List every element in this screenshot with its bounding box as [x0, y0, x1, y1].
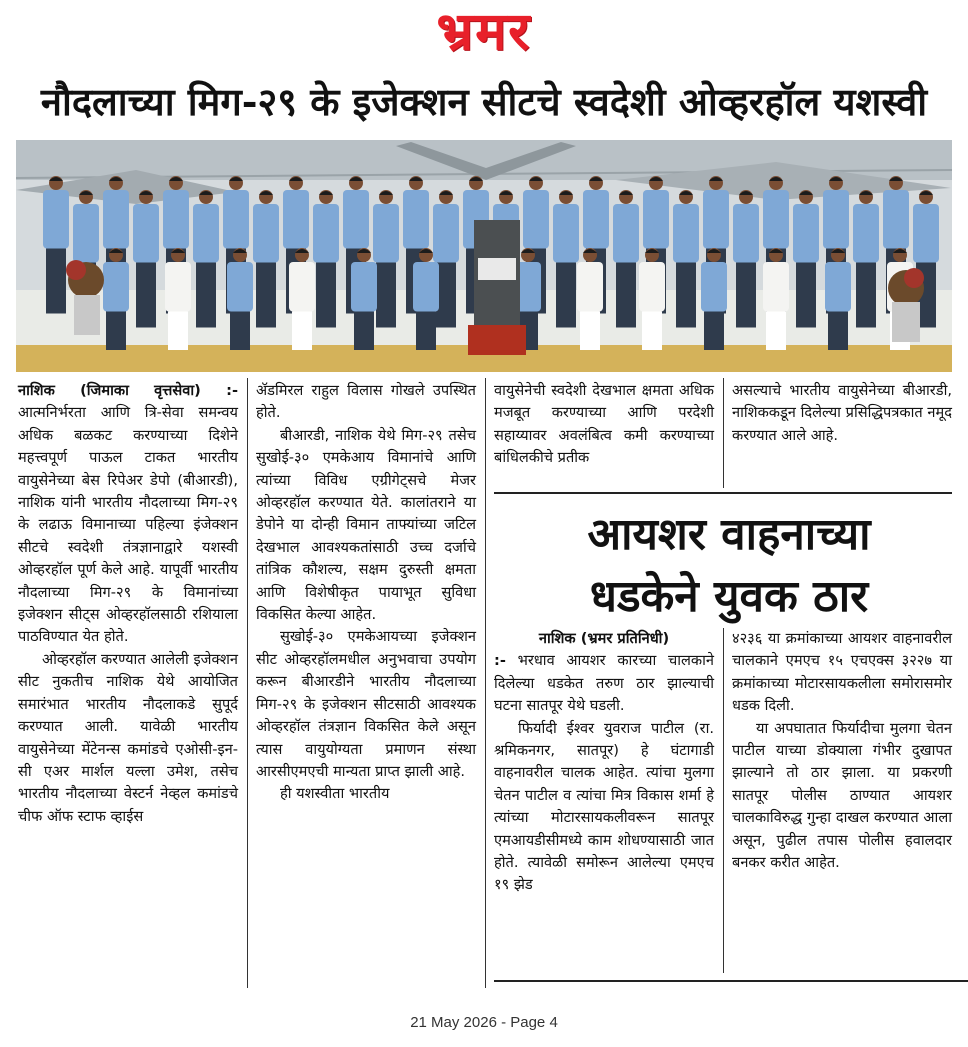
- person-figure: [577, 248, 603, 350]
- person-figure: [253, 190, 279, 328]
- person-figure: [193, 190, 219, 328]
- person-figure: [165, 248, 191, 350]
- bottom-rule: [494, 980, 968, 982]
- person-figure: [553, 190, 579, 328]
- column-divider: [723, 628, 724, 973]
- article1-paragraph-5: सुखोई-३० एमकेआयच्या इजेक्शन सीट ओव्हरहॉलमधील अनुभवाचा उपयोग करून बीआरडीने भारतीय नौदलाच्या मिग-२९ के इजेक्शन सीटसाठी आवश्यक ओव्हरहॉल तंत्रज्ञान विकसित केले असून त्यास वायुयोग्यता प्रमाणन संस्था आरसीएमएची मान्यता प्राप्त झाली आहे.: [256, 628, 476, 780]
- article2-dateline-separator: :-: [494, 652, 506, 670]
- column-divider: [723, 378, 724, 488]
- article1-paragraph-4: बीआरडी, नाशिक येथे मिग-२९ तसेच सुखोई-३० एमकेआय विमानांचे आणि त्यांच्या विविध एग्रीगेट्सचे मेजर ओव्हरहॉल करण्यात येते. कालांतराने या डेपोने या दोन्ही विमान ताफ्यांच्या जटिल देखभाल आवश्यकतांसाठी उच्च दर्जाचे तांत्रिक कौशल्य, सक्षम दुरुस्ती क्षमता आणि विशेषीकृत पायाभूत सुविधा विकसित केल्या आहेत.: [256, 426, 476, 624]
- article2-column-1: [494, 628, 714, 897]
- article1-column-2: [256, 380, 476, 806]
- person-figure: [227, 248, 253, 350]
- group-photo-illustration: [16, 140, 952, 372]
- person-figure: [103, 248, 129, 350]
- person-figure: [733, 190, 759, 328]
- article2-headline-line-1: आयशर वाहनाच्या: [587, 509, 871, 560]
- column-divider: [247, 378, 248, 988]
- article2-paragraph-3: ४२३६ या क्रमांकाच्या आयशर वाहनावरील चालकाने एमएच १५ एचएक्स ३२२७ या क्रमांकाच्या मोटारसायकलीला समोरासमोर धडक दिली.: [732, 630, 952, 715]
- person-figure: [701, 248, 727, 350]
- article2-headline-line-2: धडकेने युवक ठार: [589, 571, 869, 622]
- article2-paragraph-4: या अपघातात फिर्यादीचा मुलगा चेतन पाटील याच्या डोक्याला गंभीर दुखापत झाल्याने तो ठार झाला. या प्रकरणी सातपूर पोलीस ठाण्यात आयशर चालकाविरुद्ध गुन्हा दाखल करण्यात आला असून, पुढील तपास पोलीस हवालदार बनकर करीत आहेत.: [732, 719, 952, 872]
- article1-paragraph-6: ही यशस्वीता भारतीय: [280, 785, 390, 803]
- person-figure: [763, 248, 789, 350]
- person-figure: [133, 190, 159, 328]
- article1-column-1: [18, 380, 238, 828]
- article1-column-3: [494, 380, 714, 470]
- article2-column-2: [732, 628, 952, 874]
- page-footer: 21 May 2026 - Page 4: [410, 1014, 558, 1031]
- article1-paragraph-1: आत्मनिर्भरता आणि त्रि-सेवा समन्वय अधिक बळकट करण्याच्या दिशेने महत्त्वपूर्ण पाऊल टाकत भारतीय वायुसेनेच्या बेस रिपेअर डेपो (बीआरडी), नाशिक यांनी भारतीय नौदलाच्या मिग-२९ के लढाऊ विमानाच्या पहिल्या इंजेक्शन सीटचे स्वदेशी तंत्रज्ञानाद्वारे यशस्वी ओव्हरहॉल पूर्ण केले आहे. यापूर्वी भारतीय नौदलाच्या मिग-२९ के विमानांच्या इजेक्शन सीट्स ओव्हरहॉलसाठी रशियाला पाठविण्यात येत होते.: [18, 404, 238, 646]
- article1-dateline: नाशिक (जिमाका वृत्तसेवा) :-: [18, 382, 238, 399]
- article1-paragraph-8: असल्याचे भारतीय वायुसेनेच्या बीआरडी, नाशिककडून दिलेल्या प्रसिद्धिपत्रकात नमूद करण्यात आले आहे.: [732, 382, 952, 444]
- person-figure: [793, 190, 819, 328]
- article2-paragraph-1: भरधाव आयशर कारच्या चालकाने दिलेल्या धडकेत तरुण ठार झाल्याची घटना सातपूर येथे घडली.: [494, 652, 715, 715]
- article2-paragraph-2: फिर्यादी ईश्वर युवराज पाटील (रा. श्रमिकनगर, सातपूर) हे घंटागाडी वाहनावरील चालक आहेत. त्यांचा मुलगा चेतन पाटील व त्यांचा मित्र विकास शर्मा हे त्यांच्या मोटारसायकलीवरून सातपूर एमआयडीसीमध्ये काम शोधण्यासाठी जात होते. त्यावेळी समोरून आलेल्या एमएच १९ झेड: [494, 719, 714, 894]
- article-separator: [494, 492, 952, 494]
- person-figure: [351, 248, 377, 350]
- masthead: [0, 0, 968, 66]
- article1-headline: नौदलाच्या मिग-२९ के इजेक्शन सीटचे स्वदेशी ओव्हरहॉल यशस्वी: [40, 79, 928, 124]
- person-figure: [673, 190, 699, 328]
- person-figure: [639, 248, 665, 350]
- article1-paragraph-3: ॲडमिरल राहुल विलास गोखले उपस्थित होते.: [256, 382, 476, 422]
- article2-dateline: नाशिक (भ्रमर प्रतिनिधी): [538, 630, 670, 647]
- person-figure: [853, 190, 879, 328]
- article1-column-4: [732, 380, 952, 447]
- article1-paragraph-2: ओव्हरहॉल करण्यात आलेली इजेक्शन सीट नुकतीच नाशिक येथे आयोजित समारंभात भारतीय नौदलाकडे सुपूर्द करण्यात आली. यावेळी भारतीय वायुसेनेच्या मेंटेनन्स कमांडचे एओसी-इन-सी एअर मार्शल यल्ला उमेश, तसेच भारतीय नौदलाच्या वेस्टर्न नेव्हल कमांडचे चीफ ऑफ स्टाफ व्हाईस: [18, 650, 238, 825]
- person-figure: [613, 190, 639, 328]
- person-figure: [43, 176, 69, 314]
- person-figure: [289, 248, 315, 350]
- brand-logo: भ्रमर: [436, 2, 532, 62]
- person-figure: [313, 190, 339, 328]
- article1-paragraph-7: वायुसेनेची स्वदेशी देखभाल क्षमता अधिक मजबूत करण्याच्या आणि परदेशी सहाय्यावर अवलंबित्व कमी करण्याच्या बांधिलकीचे प्रतीक: [494, 382, 714, 467]
- person-figure: [413, 248, 439, 350]
- person-figure: [825, 248, 851, 350]
- column-divider: [485, 378, 486, 988]
- group-photo: [16, 140, 952, 372]
